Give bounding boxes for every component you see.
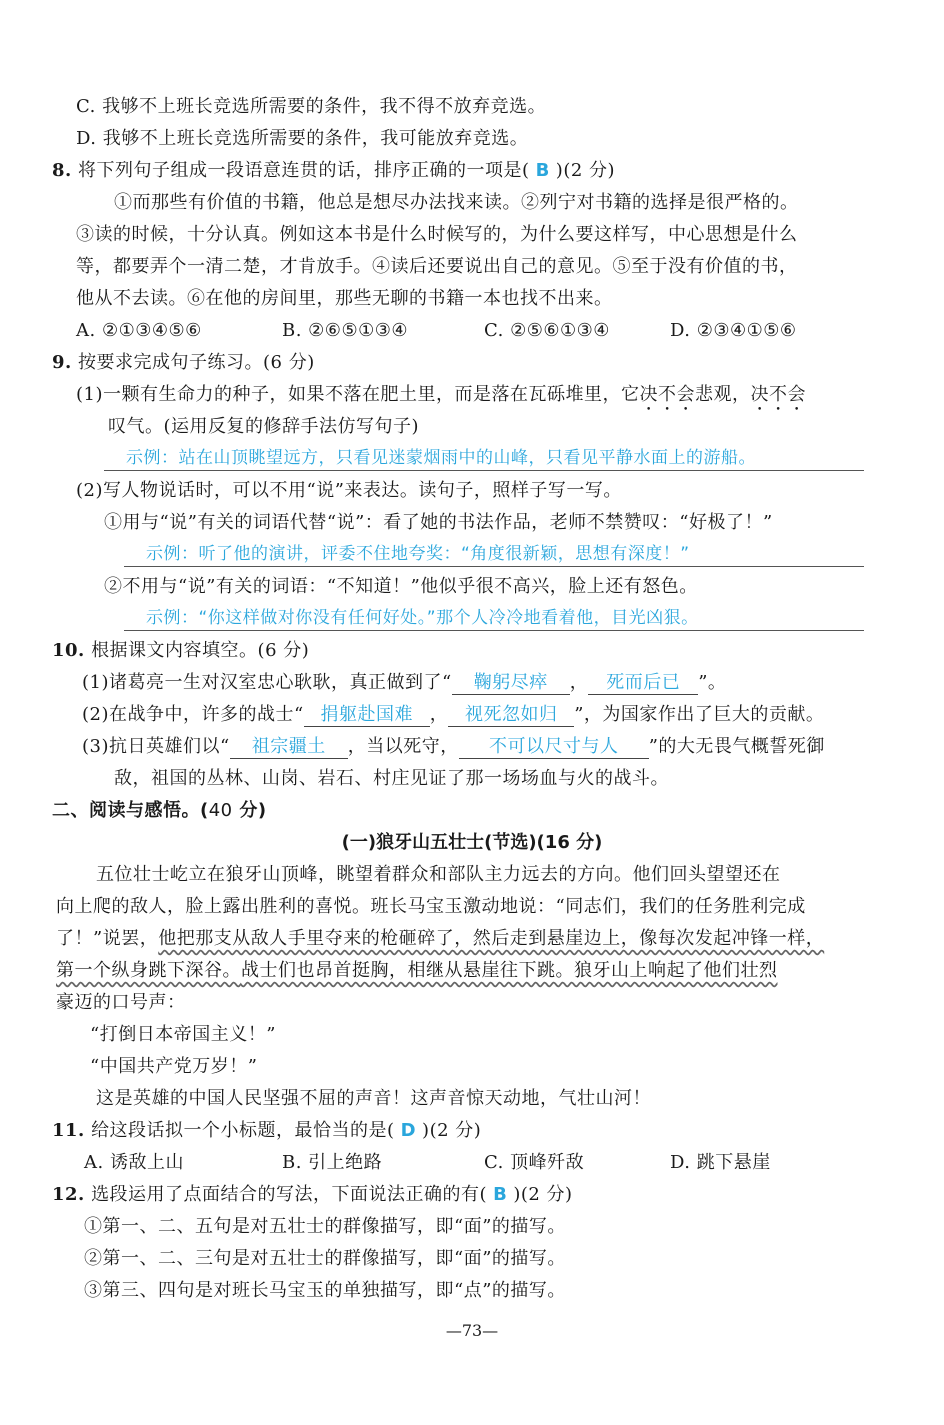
q8-passage-line-3: 等，都要弄个一清二楚，才肯放手。④读后还要说出自己的意见。⑤至于没有价值的书， — [76, 256, 798, 277]
passage-line-4-wavy: 第一个纵身跳下深谷。 — [56, 960, 241, 981]
passage-slogan-2: “中国共产党万岁！” — [90, 1056, 258, 1077]
passage-title: (一)狼牙山五壮士(节选)(16 分) — [341, 832, 603, 853]
q9-sub1-text-b: 悲观， — [695, 384, 751, 405]
q10-sub2-end: ”，为国家作出了巨大的贡献。 — [574, 704, 825, 725]
q10-sub1 — [82, 672, 726, 695]
q10-sub3 — [82, 736, 825, 759]
q8-passage-line-1: ①而那些有价值的书籍，他总是想尽办法找来读。②列宁对书籍的选择是很严格的。 — [114, 192, 799, 213]
section-2-heading-text: 二、阅读与感悟。( — [52, 800, 209, 821]
q9-sub2-b-answer-line — [124, 630, 864, 631]
q9-sub1-answer-line — [104, 470, 864, 471]
q12-item-1: ①第一、二、五句是对五壮士的群像描写，即“面”的描写。 — [84, 1216, 566, 1237]
q8-answer: B — [535, 160, 550, 181]
q10-stem-text: 根据课文内容填空。(6 分) — [91, 640, 310, 661]
q9-emphasis-2: 决不会 — [750, 384, 806, 405]
q9-sub2-stem: (2)写人物说话时，可以不用“说”来表达。读句子，照样子写一写。 — [76, 480, 622, 501]
section-2-heading-end: 分) — [232, 800, 267, 821]
q10-sub1-blank-2: 死而后已 — [588, 672, 698, 695]
passage-line-3-a: 了！”说罢， — [56, 928, 159, 949]
q10-sub3-blank-1: 祖宗疆土 — [230, 736, 348, 759]
q11-stem-text: 给这段话拟一个小标题，最恰当的是( — [91, 1120, 395, 1141]
q11-option-c: C. 顶峰歼敌 — [484, 1152, 585, 1173]
passage-line-8: 这是英雄的中国人民坚强不屈的声音！这声音惊天动地，气壮山河！ — [96, 1088, 651, 1109]
passage-line-2: 向上爬的敌人，脸上露出胜利的喜悦。班长马宝玉激动地说：“同志们，我们的任务胜利完成 — [56, 896, 806, 917]
q9-number: 9. — [52, 352, 72, 373]
passage-line-4-b: 战士们也昂首挺胸，相继从悬崖往下跳。狼牙山上响起了他们壮烈 — [241, 960, 778, 981]
q10-sub1-end: ”。 — [698, 672, 727, 693]
section-2-heading — [52, 800, 267, 822]
passage-line-3 — [56, 928, 824, 950]
q8-option-d: D. ②③④①⑤⑥ — [670, 320, 797, 341]
q10-sub1-text: (1)诸葛亮一生对汉室忠心耿耿，真正做到了“ — [82, 672, 452, 693]
q9-sub1-text-a: (1)一颗有生命力的种子，如果不落在肥土里，而是落在瓦砾堆里，它 — [76, 384, 640, 405]
passage-line-4 — [56, 960, 778, 982]
q10-sub2-text: (2)在战争中，许多的战士“ — [82, 704, 304, 725]
q8-option-c: C. ②⑤⑥①③④ — [484, 320, 610, 341]
q11-number: 11. — [52, 1120, 85, 1141]
q11-answer: D — [400, 1120, 417, 1141]
section-2-score: 40 — [208, 800, 233, 821]
q12-item-2: ②第一、二、三句是对五壮士的群像描写，即“面”的描写。 — [84, 1248, 566, 1269]
passage-line-3-wavy: 他把那支从敌人手里夺来的枪砸碎了，然后走到悬崖边上，像每次发起冲锋一样， — [158, 928, 825, 949]
q7-option-d: D. 我够不上班长竞选所需要的条件，我可能放弃竞选。 — [76, 128, 529, 149]
q8-stem — [52, 160, 615, 182]
q10-sub1-sep: ， — [569, 672, 589, 693]
q11-option-b: B. 引上绝路 — [282, 1152, 383, 1173]
page-number: —73— — [445, 1321, 499, 1340]
q9-sub2-b: ②不用与“说”有关的词语：“不知道！”他似乎很不高兴，脸上还有怒色。 — [104, 576, 698, 597]
q9-sub1-line-2: 叹气。(运用反复的修辞手法仿写句子) — [108, 416, 420, 437]
passage-line-1: 五位壮士屹立在狼牙山顶峰，眺望着群众和部队主力远去的方向。他们回头望望还在 — [96, 864, 781, 885]
q9-sub1-answer: 示例：站在山顶眺望远方，只看见迷蒙烟雨中的山峰，只看见平静水面上的游船。 — [126, 448, 756, 468]
q9-sub1-line-1 — [76, 384, 806, 415]
q10-sub3-end: ”的大无畏气概誓死御 — [648, 736, 825, 757]
q8-score: )(2 分) — [555, 160, 616, 181]
q10-sub2 — [82, 704, 824, 727]
q8-passage-line-4: 他从不去读。⑥在他的房间里，那些无聊的书籍一本也找不出来。 — [76, 288, 613, 309]
q12-stem — [52, 1184, 573, 1206]
q10-sub3-text: (3)抗日英雄们以“ — [82, 736, 230, 757]
q8-number: 8. — [52, 160, 72, 181]
q9-sub2-a: ①用与“说”有关的词语代替“说”：看了她的书法作品，老师不禁赞叹：“好极了！” — [104, 512, 773, 533]
q8-passage-line-2: ③读的时候，十分认真。例如这本书是什么时候写的，为什么要这样写，中心思想是什么 — [76, 224, 798, 245]
q10-sub2-blank-2: 视死忽如归 — [448, 704, 574, 727]
q9-sub2-a-answer: 示例：听了他的演讲，评委不住地夸奖：“角度很新颖，思想有深度！” — [146, 544, 690, 564]
q7-option-c: C. 我够不上班长竞选所需要的条件，我不得不放弃竞选。 — [76, 96, 547, 117]
q8-stem-text: 将下列句子组成一段语意连贯的话，排序正确的一项是( — [78, 160, 530, 181]
q9-stem-text: 按要求完成句子练习。(6 分) — [78, 352, 315, 373]
q9-stem — [52, 352, 315, 374]
q10-stem — [52, 640, 309, 662]
q11-stem — [52, 1120, 481, 1142]
q8-option-a: A. ②①③④⑤⑥ — [76, 320, 202, 341]
q10-sub2-blank-1: 捐躯赴国难 — [304, 704, 430, 727]
q10-sub2-sep: ， — [429, 704, 449, 725]
q8-option-b: B. ②⑥⑤①③④ — [282, 320, 408, 341]
q11-score: )(2 分) — [422, 1120, 482, 1141]
q12-score: )(2 分) — [513, 1184, 573, 1205]
q11-option-d: D. 跳下悬崖 — [670, 1152, 771, 1173]
q11-option-a: A. 诱敌上山 — [84, 1152, 184, 1173]
passage-line-5: 豪迈的口号声： — [56, 992, 186, 1013]
q9-emphasis-1: 决不会 — [639, 384, 695, 405]
q10-sub3-line-2: 敌，祖国的丛林、山岗、岩石、村庄见证了那一场场血与火的战斗。 — [114, 768, 669, 789]
q12-answer: B — [493, 1184, 508, 1205]
q10-sub1-blank-1: 鞠躬尽瘁 — [452, 672, 570, 695]
q9-sub2-b-answer: 示例：“你这样做对你没有任何好处。”那个人冷冷地看着他，目光凶狠。 — [146, 608, 699, 628]
q9-sub2-a-answer-line — [124, 566, 864, 567]
q10-sub3-blank-2: 不可以尺寸与人 — [459, 736, 649, 759]
q12-item-3: ③第三、四句是对班长马宝玉的单独描写，即“点”的描写。 — [84, 1280, 566, 1301]
passage-slogan-1: “打倒日本帝国主义！” — [90, 1024, 276, 1045]
q10-number: 10. — [52, 640, 85, 661]
q12-number: 12. — [52, 1184, 85, 1205]
q12-stem-text: 选段运用了点面结合的写法，下面说法正确的有( — [91, 1184, 488, 1205]
q10-sub3-mid: ，当以死守， — [347, 736, 459, 757]
